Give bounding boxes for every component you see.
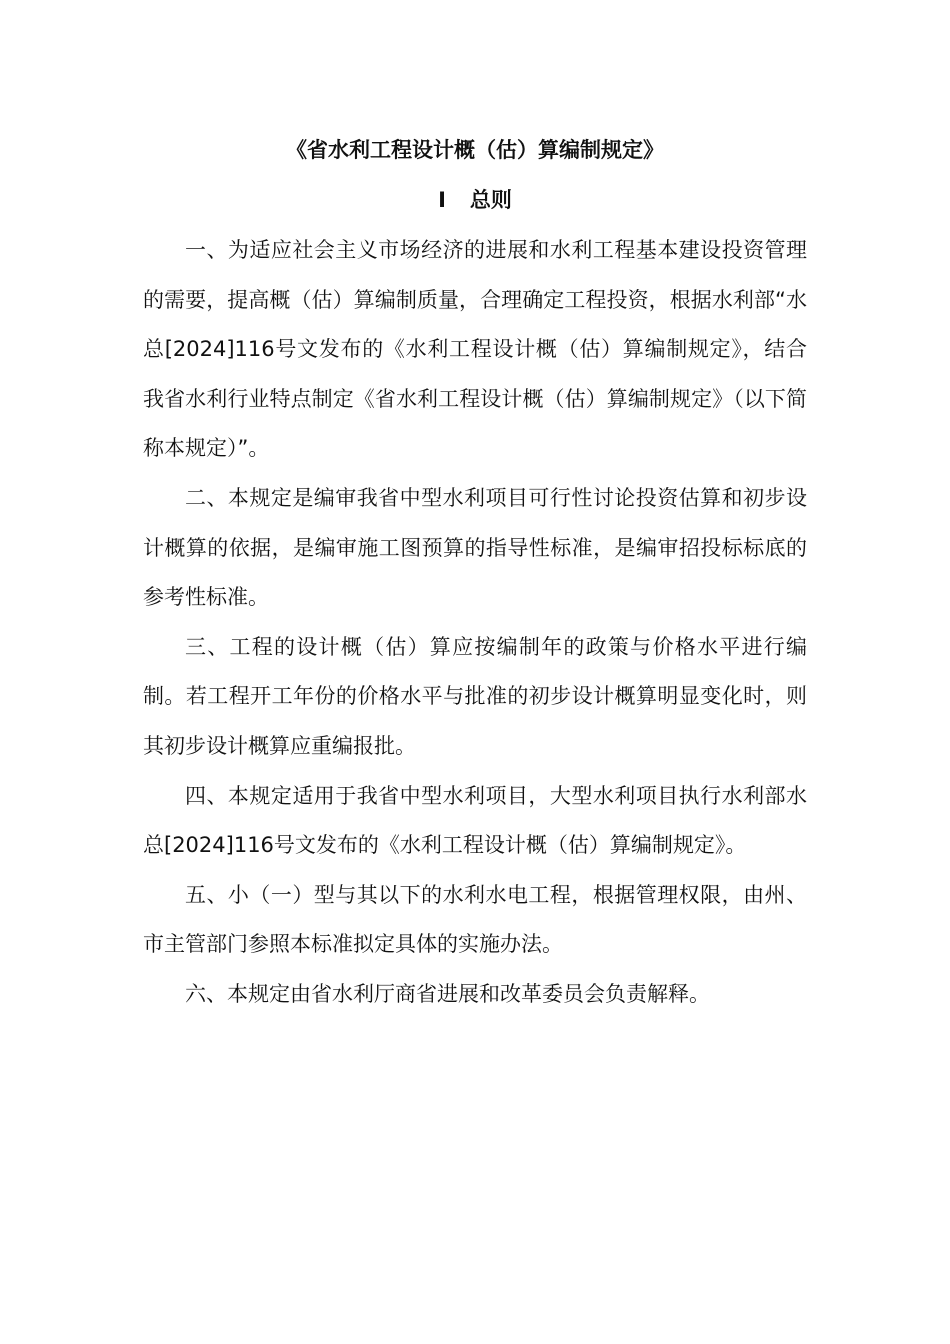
paragraph-5: 五、小（一）型与其以下的水利水电工程，根据管理权限，由州、市主管部门参照本标准拟定具体的实施办法。: [143, 882, 807, 957]
document-body: [143, 226, 807, 1020]
document-title: 《省水利工程设计概（估）算编制规定》: [286, 138, 664, 162]
paragraph-4: 四、本规定适用于我省中型水利项目，大型水利项目执行水利部水总[2024]116号文发布的《水利工程设计概（估）算编制规定》。: [143, 783, 807, 858]
paragraph-2: 二、本规定是编审我省中型水利项目可行性讨论投资估算和初步设计概算的依据，是编审施工图预算的指导性标准，是编审招投标标底的参考性标准。: [143, 485, 807, 610]
paragraph-6: 六、本规定由省水利厅商省进展和改革委员会负责解释。: [185, 981, 710, 1006]
section-heading: [0, 184, 950, 216]
paragraph-1: 一、为适应社会主义市场经济的进展和水利工程基本建设投资管理的需要，提高概（估）算编制质量，合理确定工程投资，根据水利部“水总[2024]116号文发布的《水利工程设计概（估）算编制规定》，结合我省水利行业特点制定《省水利工程设计概（估）算编制规定》（以下简称本规定）”。: [143, 238, 807, 461]
section-title: 总则: [469, 188, 512, 212]
section-number: I: [438, 188, 446, 212]
paragraph-3: 三、工程的设计概（估）算应按编制年的政策与价格水平进行编制。若工程开工年份的价格水平与批准的初步设计概算明显变化时，则其初步设计概算应重编报批。: [143, 634, 807, 758]
